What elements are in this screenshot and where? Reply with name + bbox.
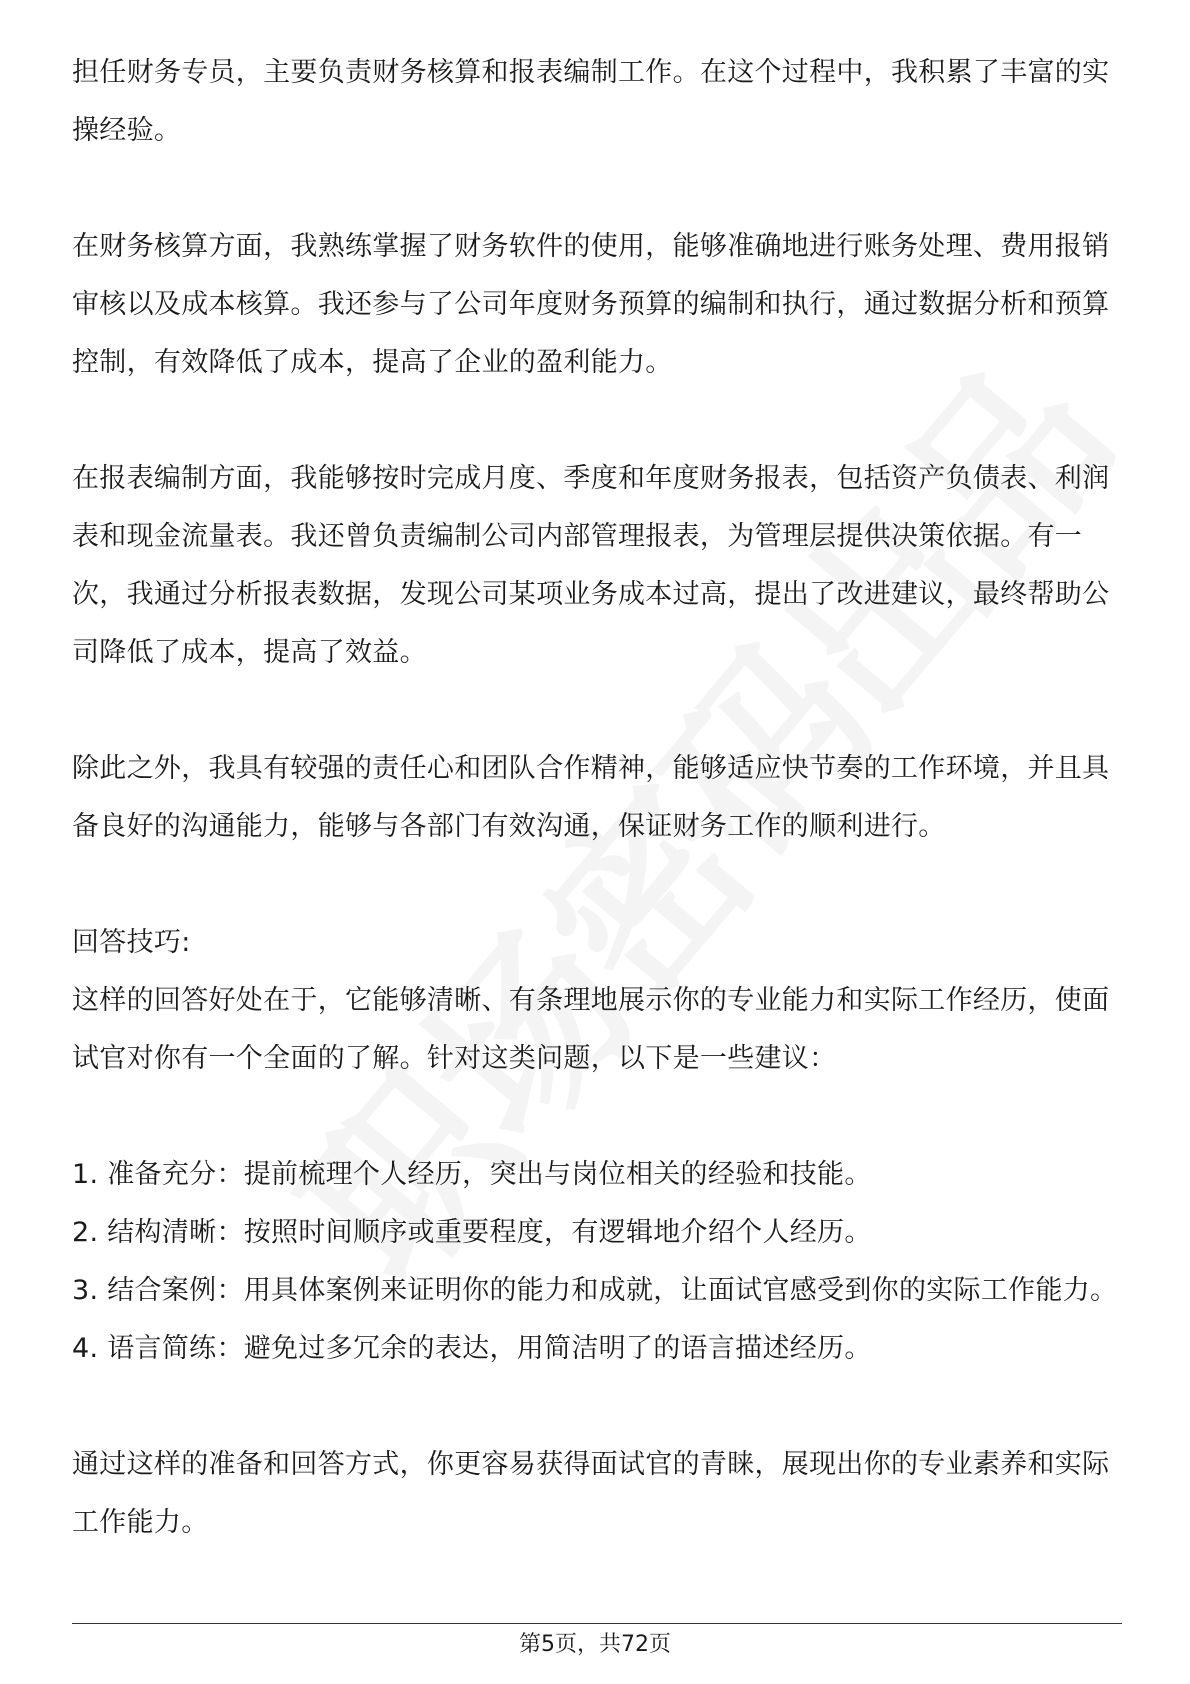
paragraph-experience-intro: 担任财务专员，主要负责财务核算和报表编制工作。在这个过程中，我积累了丰富的实操经验。 — [72, 57, 1110, 146]
paragraph-soft-skills: 除此之外，我具有较强的责任心和团队合作精神，能够适应快节奏的工作环境，并且具备良好的沟通能力，能够与各部门有效沟通，保证财务工作的顺利进行。 — [72, 753, 1110, 842]
footer-divider — [72, 1623, 1122, 1624]
paragraph-gap — [72, 856, 1122, 914]
paragraph-gap — [72, 392, 1122, 450]
tips-heading: 回答技巧: — [72, 927, 191, 958]
paragraph-accounting: 在财务核算方面，我熟练掌握了财务软件的使用，能够准确地进行账务处理、费用报销审核以及成本核算。我还参与了公司年度财务预算的编制和执行，通过数据分析和预算控制，有效降低了成本，提高了企业的盈利能力。 — [72, 231, 1110, 378]
list-item: 2. 结构清晰：按照时间顺序或重要程度，有逻辑地介绍个人经历。 — [72, 1217, 872, 1248]
list-item: 4. 语言简练：避免过多冗余的表达，用简洁明了的语言描述经历。 — [72, 1333, 872, 1364]
paragraph-gap — [72, 160, 1122, 218]
tips-list — [72, 1146, 1122, 1378]
list-item: 1. 准备充分：提前梳理个人经历，突出与岗位相关的经验和技能。 — [72, 1159, 872, 1190]
tips-intro: 这样的回答好处在于，它能够清晰、有条理地展示你的专业能力和实际工作经历，使面试官对你有一个全面的了解。针对这类问题，以下是一些建议： — [72, 985, 1110, 1074]
paragraph-gap — [72, 1088, 1122, 1146]
page-body — [72, 44, 1122, 1552]
list-item: 3. 结合案例：用具体案例来证明你的能力和成就，让面试官感受到你的实际工作能力。 — [72, 1275, 1118, 1306]
paragraph-gap — [72, 1378, 1122, 1436]
paragraph-reporting: 在报表编制方面，我能够按时完成月度、季度和年度财务报表，包括资产负债表、利润表和现金流量表。我还曾负责编制公司内部管理报表，为管理层提供决策依据。有一次，我通过分析报表数据，发现公司某项业务成本过高，提出了改进建议，最终帮助公司降低了成本，提高了效益。 — [72, 463, 1110, 668]
paragraph-conclusion: 通过这样的准备和回答方式，你更容易获得面试官的青睐，展现出你的专业素养和实际工作能力。 — [72, 1449, 1110, 1538]
page-number: 第5页，共72页 — [519, 1632, 671, 1657]
paragraph-gap — [72, 682, 1122, 740]
